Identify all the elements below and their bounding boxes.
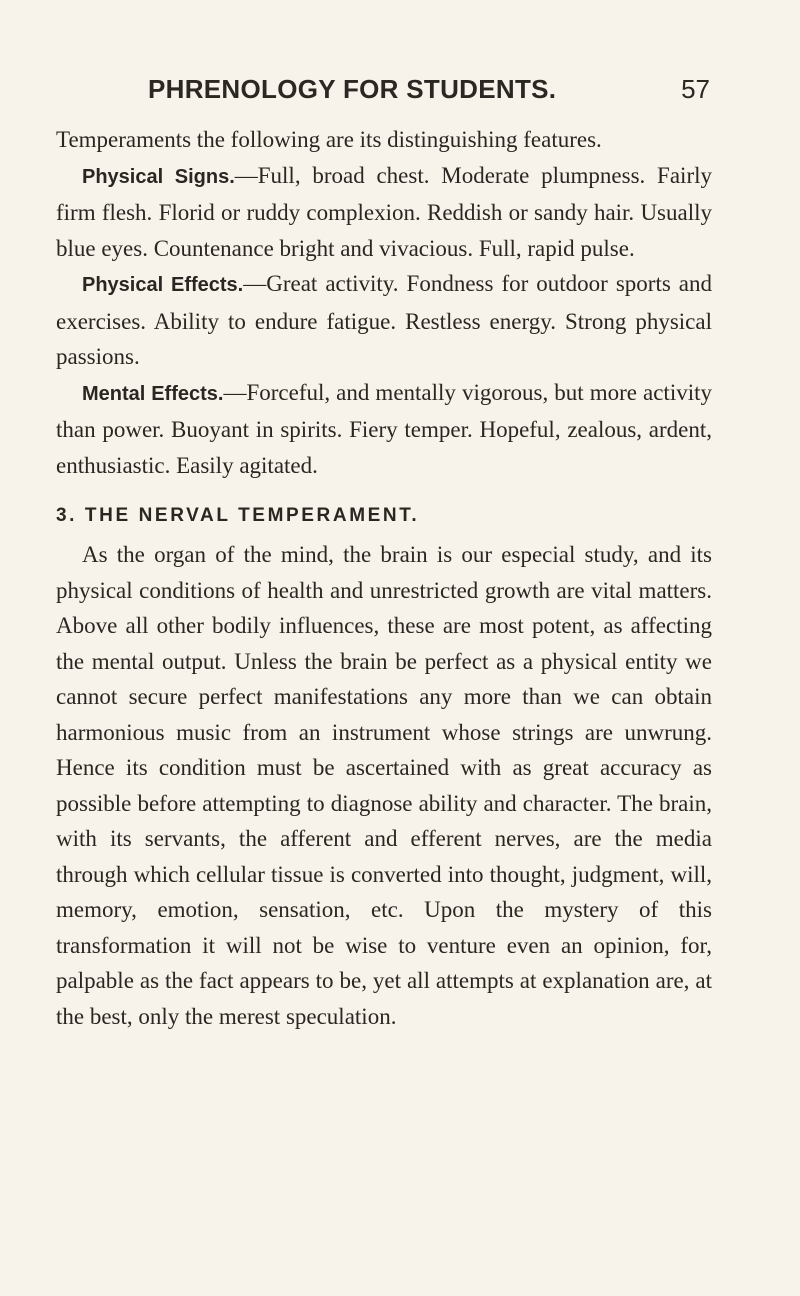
running-title: PHRENOLOGY FOR STUDENTS. bbox=[148, 74, 557, 104]
physical-signs-paragraph bbox=[56, 158, 712, 267]
mental-effects-text: —Forceful, and mentally vigorous, but more activity than power. Buoyant in spirits. Fiery temper. Hopeful, zealous, ardent, enthusiastic. Easily agitated. bbox=[56, 379, 712, 478]
physical-signs-text: —Full, broad chest. Moderate plumpness. Fairly firm flesh. Florid or ruddy complexion. Reddish or sandy hair. Usually blue eyes. Countenance bright and vivacious. Full, rapid pulse. bbox=[56, 162, 712, 261]
intro-paragraph: Temperaments the following are its distinguishing features. bbox=[56, 127, 602, 152]
book-page bbox=[56, 0, 712, 1029]
section-heading: 3. THE NERVAL TEMPERAMENT. bbox=[56, 505, 420, 526]
mental-effects-paragraph bbox=[56, 375, 712, 484]
mental-effects-heading: Mental Effects. bbox=[82, 382, 224, 405]
physical-signs-heading: Physical Signs. bbox=[82, 165, 235, 188]
nerval-temperament-paragraph: As the organ of the mind, the brain is our especial study, and its physical conditions of health and unrestricted growth are vital matters. Above all other bodily influences, these are most potent, as affecting the mental output. Unless the brain be perfect as a physical entity we cannot secure perfect manifestations any more than we can obtain harmonious music from an instrument whose strings are unwrung. Hence its condition must be ascertained with as great accuracy as possible before attempting to diagnose ability and character. The brain, with its servants, the afferent and efferent nerves, are the media through which cellular tissue is converted into thought, judgment, will, memory, emotion, sensation, etc. Upon the mystery of this transformation it will not be wise to venture even an opinion, for, palpable as the fact appears to be, yet all attempts at explanation are, at the best, only the merest speculation. bbox=[56, 542, 712, 1029]
page-body bbox=[56, 122, 712, 1034]
physical-effects-text: —Great activity. Fondness for outdoor sports and exercises. Ability to endure fatigue. Restless energy. Strong physical passions. bbox=[56, 271, 712, 369]
page-header bbox=[56, 0, 712, 110]
physical-effects-paragraph bbox=[56, 266, 712, 375]
page-number: 57 bbox=[681, 74, 710, 104]
physical-effects-heading: Physical Effects. bbox=[82, 274, 244, 296]
